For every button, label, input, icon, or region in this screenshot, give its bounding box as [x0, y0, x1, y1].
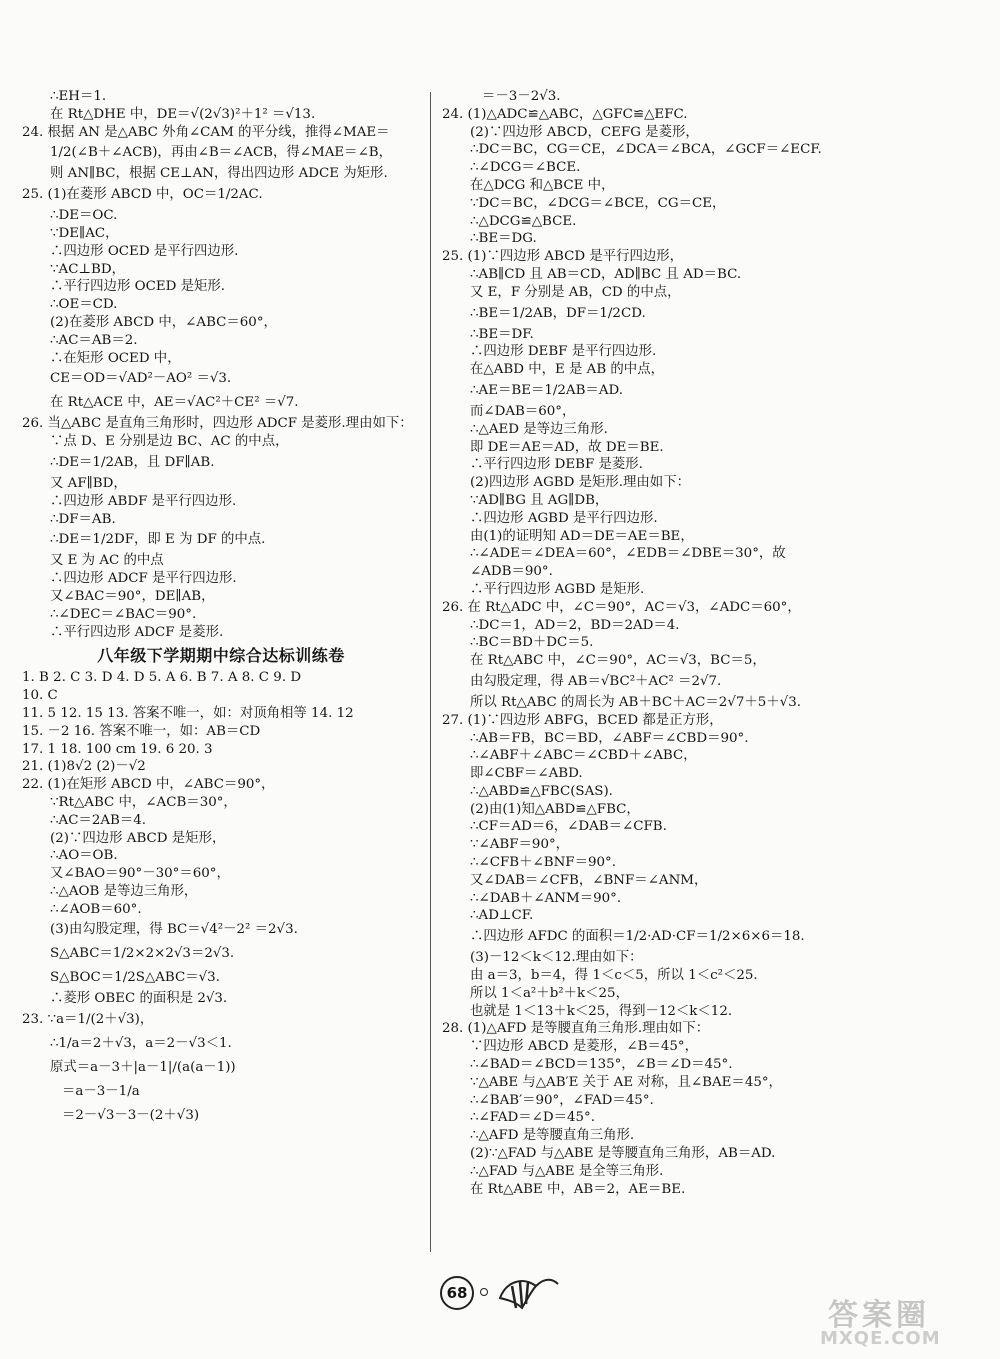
text-line: ∴平行四边形 ADCF 是菱形.: [50, 624, 224, 640]
text-line: ∵四边形 ABCD 是菱形，∠B＝45°，: [470, 1039, 698, 1055]
text-line: ∴在矩形 OCED 中，: [50, 350, 181, 366]
text-line: 原式＝a－3＋|a－1|/(a(a－1)): [50, 1060, 236, 1076]
text-line: ∴1/a＝2＋√3，a＝2－√3＜1.: [50, 1036, 232, 1052]
text-line: 也就是 1＜13＋k＜25，得到－12＜k＜12.: [470, 1003, 733, 1019]
text-line: 24. 根据 AN 是△ABC 外角∠CAM 的平分线，推得∠MAE＝: [22, 124, 390, 140]
text-line: 1/2(∠B＋∠ACB)，再由∠B＝∠ACB，得∠MAE＝∠B，: [50, 145, 393, 161]
page-number: 68: [440, 1276, 474, 1310]
text-line: 23. ∵a＝1/(2＋√3)，: [22, 1012, 154, 1028]
text-line: ∴∠DCG＝∠BCE.: [470, 160, 581, 176]
text-line: 由 a＝3，b＝4，得 1＜c＜5，所以 1＜c²＜25.: [470, 968, 758, 984]
text-line: 又∠BAC＝90°，DE∥AB，: [50, 588, 215, 604]
text-line: ∴DC＝BC，CG＝CE，∠DCA＝∠BCA，∠GCF＝∠ECF.: [470, 142, 822, 158]
text-line: ∴∠AOB＝60°.: [50, 901, 142, 917]
text-line: ∴∠DAB＋∠ANM＝90°.: [470, 890, 622, 906]
text-line: ∴∠BAB′＝90°，∠FAD＝45°.: [470, 1092, 654, 1108]
text-line: 24. (1)△ADC≌△ABC，△GFC≌△EFC.: [442, 106, 688, 122]
text-line: 又 AF∥BD，: [50, 475, 127, 491]
text-line: ∴四边形 AGBD 是平行四边形.: [470, 510, 658, 526]
text-line: (2)四边形 AGBD 是矩形.理由如下：: [470, 475, 690, 491]
text-line: 28. (1)△AFD 是等腰直角三角形.理由如下：: [442, 1021, 710, 1037]
text-line: 在△DCG 和△BCE 中，: [470, 177, 615, 193]
text-line: ∴△FAD 与△ABE 是全等三角形.: [470, 1163, 664, 1179]
text-line: 26. 当△ABC 是直角三角形时，四边形 ADCF 是菱形.理由如下：: [22, 416, 413, 432]
text-line: ∴DE＝1/2DF，即 E 为 DF 的中点.: [50, 532, 266, 548]
text-line: ∵AD∥BG 且 AG∥DB，: [470, 492, 609, 508]
text-line: 即 DE＝AE＝AD，故 DE＝BE.: [470, 439, 664, 455]
text-line: (2)由(1)知△ABD≌△FBC，: [470, 801, 640, 817]
text-line: ∴平行四边形 AGBD 是矩形.: [470, 581, 645, 597]
text-line: ∴△AED 是等边三角形.: [470, 421, 608, 437]
left-column: [22, 88, 420, 1128]
text-line: ＝a－3－1/a: [62, 1084, 140, 1100]
text-line: ∴∠CFB＋∠BNF＝90°.: [470, 855, 616, 871]
text-line: ∴△AFD 是等腰直角三角形.: [470, 1128, 635, 1144]
text-line: ∵点 D、E 分别是边 BC、AC 的中点，: [50, 434, 289, 450]
text-line: ∴DE＝1/2AB，且 DF∥AB.: [50, 454, 215, 470]
text-line: (2)∵△FAD 与△ABE 是等腰直角三角形，AB＝AD.: [470, 1146, 776, 1162]
watermark-url: MXQE.COM: [820, 1328, 941, 1349]
text-line: 1. B 2. C 3. D 4. D 5. A 6. B 7. A 8. C 9. D: [22, 670, 302, 686]
text-line: ∴AB∥CD 且 AB＝CD，AD∥BC 且 AD＝BC.: [470, 266, 742, 282]
right-column: [442, 88, 982, 1198]
text-line: ＝2－√3－3－(2＋√3): [62, 1108, 200, 1124]
text-line: 在△ABD 中，E 是 AB 的中点，: [470, 362, 664, 378]
text-line: (2)在菱形 ABCD 中，∠ABC＝60°，: [50, 314, 277, 330]
text-line: ∵AC⊥BD，: [50, 261, 125, 277]
text-line: ∵DE∥AC，: [50, 225, 119, 241]
text-line: ∴∠BAD＝∠BCD＝135°，∠B＝∠D＝45°.: [470, 1057, 733, 1073]
text-line: ∴∠ADE＝∠DEA＝60°，∠EDB＝∠DBE＝30°，故: [470, 546, 786, 562]
text-line: ∴△AOB 是等边三角形，: [50, 883, 198, 899]
text-line: 25. (1)∵四边形 ABCD 是平行四边形，: [442, 249, 684, 265]
text-line: ∴△DCG≌△BCE.: [470, 213, 577, 229]
text-line: 26. 在 Rt△ADC 中，∠C＝90°，AC＝√3，∠ADC＝60°，: [442, 599, 801, 615]
text-line: ＝－3－2√3.: [482, 89, 561, 104]
text-line: ∴AD⊥CF.: [470, 908, 534, 924]
text-line: (3)由勾股定理，得 BC＝√4²－2² ＝2√3.: [50, 922, 298, 938]
text-line: 在 Rt△ABC 中，∠C＝90°，AC＝√3，BC＝5，: [470, 653, 766, 669]
text-line: ∴∠ABF＋∠ABC＝∠CBD＋∠ABC，: [470, 748, 697, 764]
text-line: 由勾股定理，得 AB＝√BC²＋AC² ＝2√7.: [470, 673, 722, 689]
text-line: ∴AC＝AB＝2.: [50, 332, 138, 348]
text-line: ∴OE＝CD.: [50, 297, 118, 313]
text-line: ∴BE＝DF.: [470, 326, 534, 342]
text-line: 在 Rt△ACE 中，AE＝√AC²＋CE² ＝√7.: [50, 395, 299, 411]
text-line: 27. (1)∵四边形 ABFG，BCED 都是正方形，: [442, 712, 723, 728]
text-line: 11. 5 12. 15 13. 答案不唯一，如：对顶角相等 14. 12: [22, 705, 354, 721]
text-line: 15. －2 16. 答案不唯一，如：AB＝CD: [22, 723, 261, 739]
text-line: 由(1)的证明知 AD＝DE＝AE＝BE，: [470, 528, 694, 544]
text-line: ∴四边形 DEBF 是平行四边形.: [470, 344, 657, 360]
text-line: ∵DC＝BC，∠DCG＝∠BCE，CG＝CE，: [470, 195, 726, 211]
text-line: ∴BC＝BD＋DC＝5.: [470, 635, 594, 651]
bullet-dot: [480, 1288, 488, 1296]
text-line: 所以 Rt△ABC 的周长为 AB＋BC＋AC＝2√7＋5＋√3.: [470, 694, 801, 710]
text-line: ∴菱形 OBEC 的面积是 2√3.: [50, 991, 228, 1007]
text-line: (2)∵四边形 ABCD，CEFG 是菱形，: [470, 124, 699, 140]
text-line: ∴平行四边形 OCED 是矩形.: [50, 279, 226, 295]
text-line: 而∠DAB＝60°，: [470, 403, 576, 419]
text-line: ∴四边形 AFDC 的面积＝1/2·AD·CF＝1/2×6×6＝18.: [470, 929, 805, 945]
text-line: 在 Rt△ABE 中，AB＝2，AE＝BE.: [470, 1181, 686, 1197]
text-line: ∴∠FAD＝∠D＝45°.: [470, 1110, 596, 1126]
text-line: 又∠DAB＝∠CFB，∠BNF＝∠ANM，: [470, 872, 708, 888]
text-line: ∴四边形 OCED 是平行四边形.: [50, 243, 239, 259]
text-line: 则 AN∥BC，根据 CE⊥AN，得出四边形 ADCE 为矩形.: [50, 166, 388, 182]
watermark-title: 答案圈: [828, 1298, 930, 1333]
section-heading: 八年级下学期期中综合达标训练卷: [97, 646, 345, 666]
text-line: 17. 1 18. 100 cm 19. 6 20. 3: [22, 741, 213, 757]
text-line: ∴BE＝DG.: [470, 231, 537, 247]
text-line: ∴平行四边形 DEBF 是菱形.: [470, 457, 643, 473]
text-line: (2)∵四边形 ABCD 是矩形，: [50, 830, 226, 846]
text-line: ∴AB＝FB，BC＝BD，∠ABF＝∠CBD＝90°.: [470, 730, 749, 746]
text-line: ∴BE＝1/2AB，DF＝1/2CD.: [470, 305, 646, 321]
text-line: 22. (1)在矩形 ABCD 中，∠ABC＝90°，: [22, 777, 275, 793]
text-line: S△ABC＝1/2×2×2√3＝2√3.: [50, 946, 235, 962]
text-line: 又 E 为 AC 的中点: [50, 553, 164, 569]
text-line: 所以 1＜a²＋b²＋k＜25，: [470, 985, 629, 1001]
text-line: ∴AE＝BE＝1/2AB＝AD.: [470, 382, 623, 398]
watermark: [810, 1290, 990, 1352]
text-line: ∵Rt△ABC 中，∠ACB＝30°，: [50, 794, 237, 810]
text-line: 21. (1)8√2 (2)－√2: [22, 759, 146, 775]
text-line: S△BOC＝1/2S△ABC＝√3.: [50, 970, 220, 986]
text-line: 即∠CBF＝∠ABD.: [470, 766, 583, 782]
text-line: 10. C: [22, 688, 58, 704]
text-line: ∴DC＝1，AD＝2，BD＝2AD＝4.: [470, 617, 680, 633]
text-line: 又 E，F 分别是 AB，CD 的中点，: [470, 284, 681, 300]
text-line: CE＝OD＝√AD²－AO² ＝√3.: [50, 371, 232, 387]
text-line: ∠ADB＝90°.: [470, 564, 553, 580]
text-line: ∴DF＝AB.: [50, 511, 116, 527]
text-line: 25. (1)在菱形 ABCD 中，OC＝1/2AC.: [22, 187, 263, 203]
text-line: ∴△ABD≌△FBC(SAS).: [470, 783, 613, 799]
text-line: ∴四边形 ADCF 是平行四边形.: [50, 571, 237, 587]
text-line: ∵∠ABF＝90°，: [470, 837, 570, 853]
column-divider: [430, 92, 431, 1252]
text-line: ∴DE＝OC.: [50, 208, 118, 224]
text-line: 在 Rt△DHE 中，DE＝√(2√3)²＋1² ＝√13.: [50, 106, 316, 122]
text-line: ∴EH＝1.: [50, 89, 107, 104]
text-line: ∴AC＝2AB＝4.: [50, 812, 147, 828]
text-line: ∴CF＝AD＝6，∠DAB＝∠CFB.: [470, 819, 667, 835]
fish-logo-icon: [492, 1268, 562, 1316]
text-line: ∴∠DEC＝∠BAC＝90°.: [50, 606, 197, 622]
text-line: ∵△ABE 与△AB′E 关于 AE 对称，且∠BAE＝45°，: [470, 1074, 782, 1090]
text-line: ∴AO＝OB.: [50, 848, 118, 864]
text-line: (3)－12＜k＜12.理由如下：: [470, 950, 643, 966]
text-line: ∴四边形 ABDF 是平行四边形.: [50, 493, 237, 509]
text-line: 又∠BAO＝90°－30°＝60°，: [50, 866, 230, 882]
